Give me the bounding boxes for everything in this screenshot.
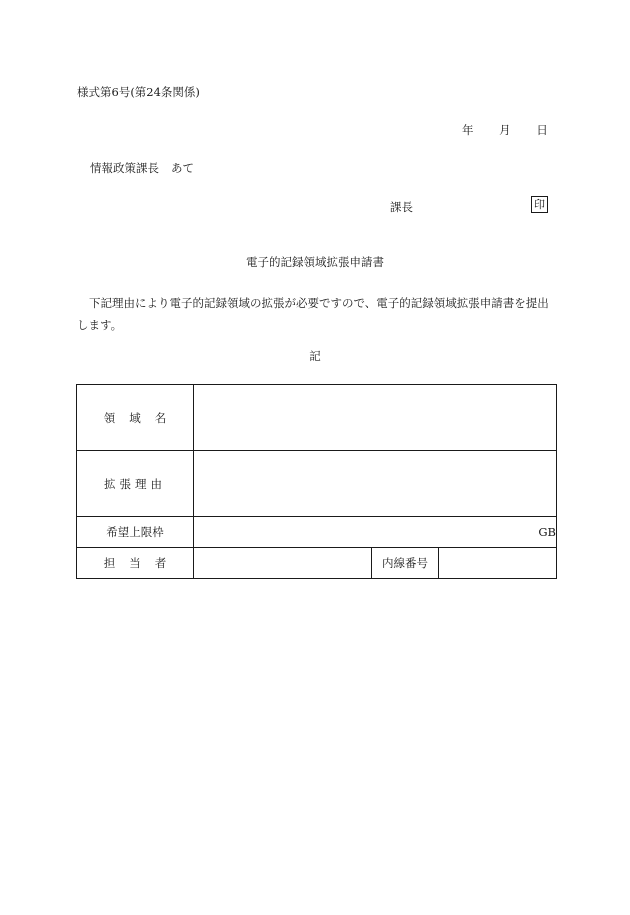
limit-row <box>77 517 557 548</box>
domain-name-label: 領 域 名 <box>77 385 194 451</box>
reason-label: 拡張理由 <box>77 451 194 517</box>
person-label: 担 当 者 <box>77 548 194 579</box>
date-day: 日 <box>536 123 548 137</box>
date-line <box>462 122 548 138</box>
sender-title: 課長 <box>390 200 413 214</box>
date-month: 月 <box>499 123 511 137</box>
domain-name-row <box>77 385 557 451</box>
domain-name-field[interactable] <box>194 385 557 451</box>
body-text: 下記理由により電子的記録領域の拡張が必要ですので、電子的記録領域拡張申請書を提出します。 <box>77 296 549 332</box>
limit-label: 希望上限枠 <box>77 517 194 548</box>
person-row <box>77 548 557 579</box>
addressee <box>90 160 194 176</box>
extension-label: 内線番号 <box>372 548 439 579</box>
addressee-suffix: あて <box>171 161 194 175</box>
application-table <box>76 384 557 579</box>
seal-mark: 印 <box>531 196 548 213</box>
ki-heading: 記 <box>309 349 321 363</box>
addressee-name: 情報政策課長 <box>90 161 159 175</box>
extension-field[interactable] <box>439 548 557 579</box>
reason-row <box>77 451 557 517</box>
person-field[interactable] <box>194 548 372 579</box>
limit-field[interactable] <box>194 517 557 548</box>
date-year: 年 <box>462 123 474 137</box>
limit-unit: GB <box>538 525 557 539</box>
document-title: 電子的記録領域拡張申請書 <box>246 255 384 269</box>
form-number: 様式第6号(第24条関係) <box>77 85 200 99</box>
reason-field[interactable] <box>194 451 557 517</box>
